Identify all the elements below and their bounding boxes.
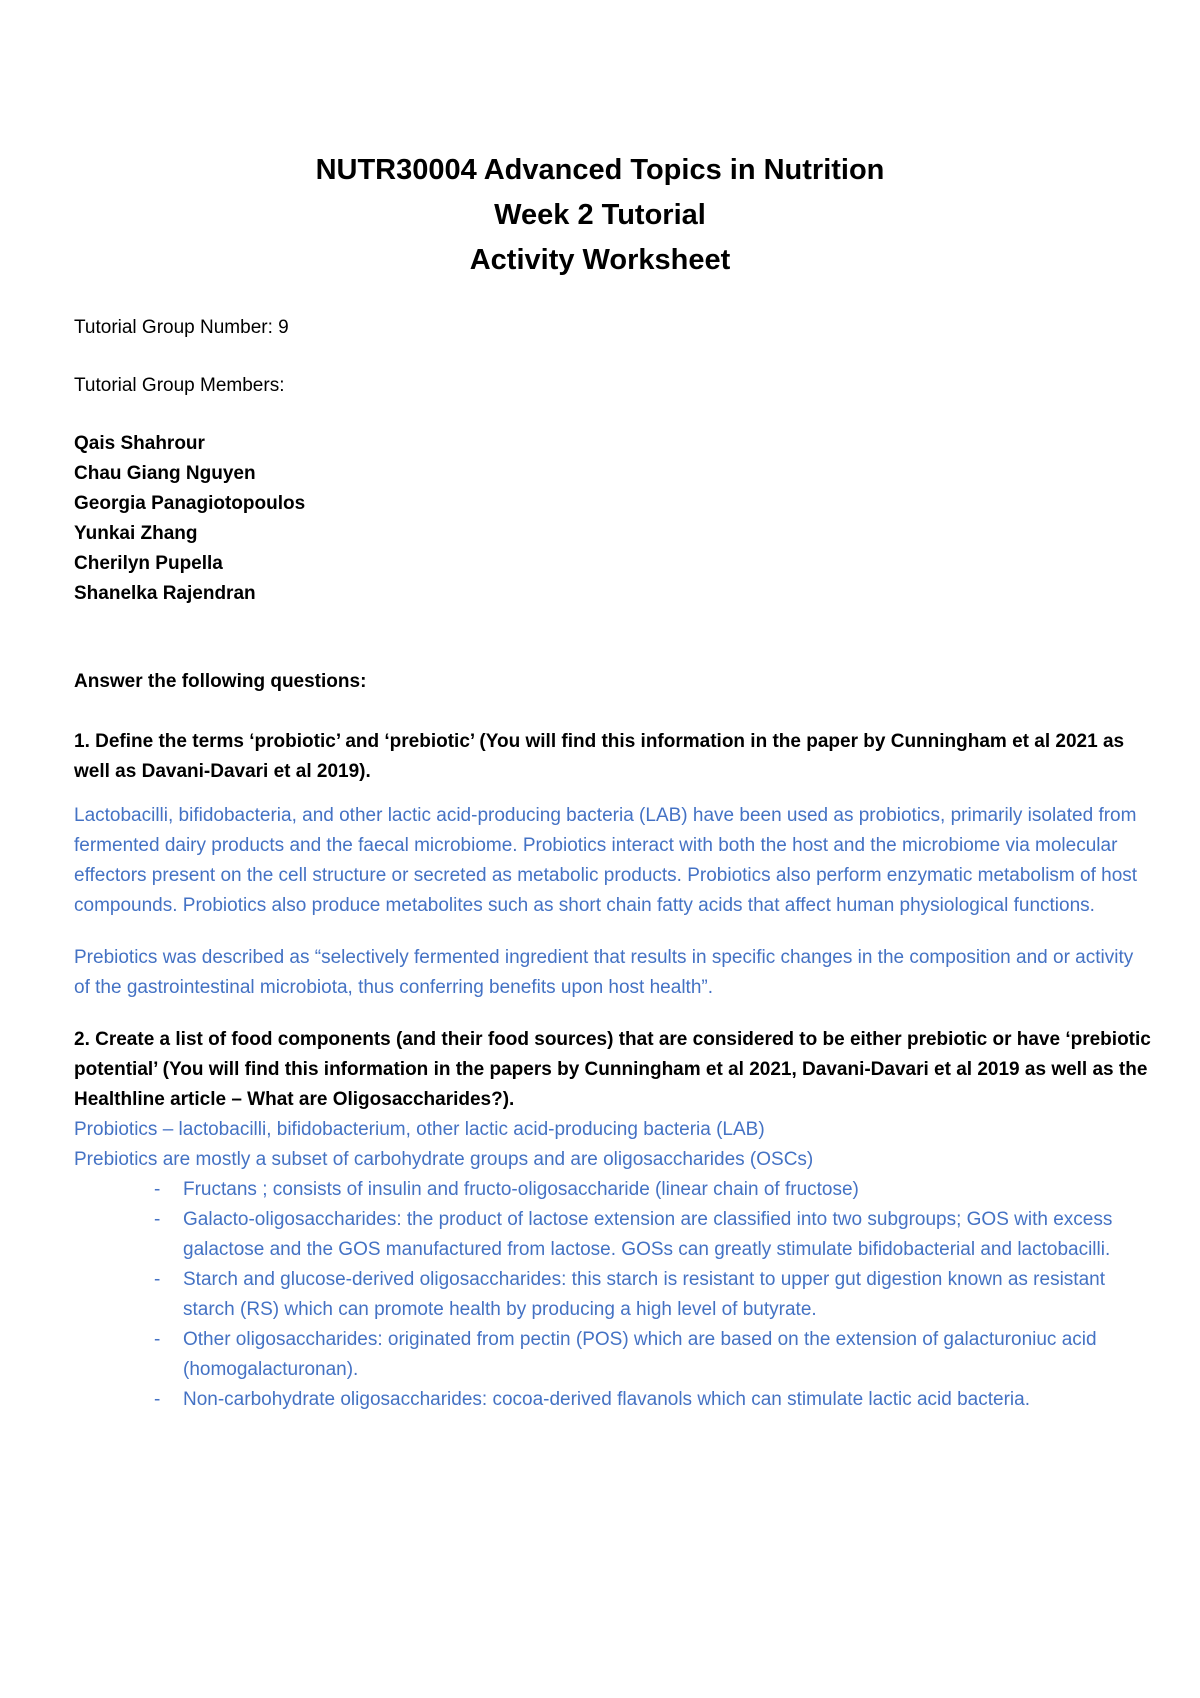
prebiotic-components-list (74, 1175, 1154, 1415)
member-name: Yunkai Zhang (74, 523, 198, 544)
title-course: NUTR30004 Advanced Topics in Nutrition (315, 154, 885, 186)
answer-2-probiotics-line: Probiotics – lactobacilli, bifidobacterium, other lactic acid-producing bacteria (LAB) (74, 1119, 765, 1140)
member-name: Qais Shahrour (74, 433, 205, 454)
question-2: 2. Create a list of food components (and their food sources) that are considered to be either prebiotic or have ‘prebiotic potential’ (You will find this information in the papers by Cunningham et al 2021, Davani-Davari et al 2019 as well as the Healthline article – What are Oligosaccharides?). (74, 1029, 1151, 1110)
document-title (0, 148, 1200, 283)
bullet-dash: - (154, 1389, 161, 1410)
bullet-dash: - (154, 1179, 161, 1200)
title-worksheet: Activity Worksheet (469, 244, 731, 276)
answer-1-prebiotic: Prebiotics was described as “selectively fermented ingredient that results in specific changes in the composition and or activity of the gastrointestinal microbiota, thus conferring benefits upon host health”. (74, 947, 1134, 998)
answer-1-probiotic: Lactobacilli, bifidobacteria, and other lactic acid-producing bacteria (LAB) have been used as probiotics, primarily isolated from fermented dairy products and the faecal microbiome. Probiotics interact with both the host and the microbiome via molecular effectors present on the cell structure or secreted as metabolic products. Probiotics also perform enzymatic metabolism of host compounds. Probiotics also produce metabolites such as short chain fatty acids that affect human physiological functions. (74, 805, 1138, 916)
page-content (74, 148, 1154, 1415)
list-item (74, 1205, 1154, 1265)
member-name: Cherilyn Pupella (74, 553, 223, 574)
list-item-text: Fructans ; consists of insulin and fructo-oligosaccharide (linear chain of fructose) (183, 1179, 859, 1200)
list-item (74, 1385, 1154, 1415)
answer-2-prebiotics-line: Prebiotics are mostly a subset of carbohydrate groups and are oligosaccharides (OSCs) (74, 1149, 814, 1170)
title-week: Week 2 Tutorial (494, 199, 706, 231)
list-item (74, 1325, 1154, 1385)
member-name: Chau Giang Nguyen (74, 463, 256, 484)
bullet-dash: - (154, 1209, 161, 1230)
group-members-label: Tutorial Group Members: (74, 375, 285, 396)
member-name: Georgia Panagiotopoulos (74, 493, 306, 514)
members-list (74, 429, 1154, 609)
instructions-heading: Answer the following questions: (74, 671, 367, 692)
list-item-text: Galacto-oligosaccharides: the product of lactose extension are classified into two subgroups; GOS with excess galactose and the GOS manufactured from lactose. GOSs can greatly stimulate bifidobacterial and lactobacilli. (183, 1209, 1113, 1260)
list-item-text: Non-carbohydrate oligosaccharides: cocoa-derived flavanols which can stimulate lactic acid bacteria. (183, 1389, 1030, 1410)
bullet-dash: - (154, 1269, 161, 1290)
member-name: Shanelka Rajendran (74, 583, 256, 604)
list-item (74, 1175, 1154, 1205)
group-number: Tutorial Group Number: 9 (74, 317, 289, 338)
list-item-text: Other oligosaccharides: originated from pectin (POS) which are based on the extension of galacturoniuc acid (homogalacturonan). (183, 1329, 1097, 1380)
bullet-dash: - (154, 1329, 161, 1350)
list-item (74, 1265, 1154, 1325)
question-1: 1. Define the terms ‘probiotic’ and ‘prebiotic’ (You will find this information in the paper by Cunningham et al 2021 as well as Davani-Davari et al 2019). (74, 731, 1125, 782)
list-item-text: Starch and glucose-derived oligosaccharides: this starch is resistant to upper gut digestion known as resistant starch (RS) which can promote health by producing a high level of butyrate. (183, 1269, 1105, 1320)
